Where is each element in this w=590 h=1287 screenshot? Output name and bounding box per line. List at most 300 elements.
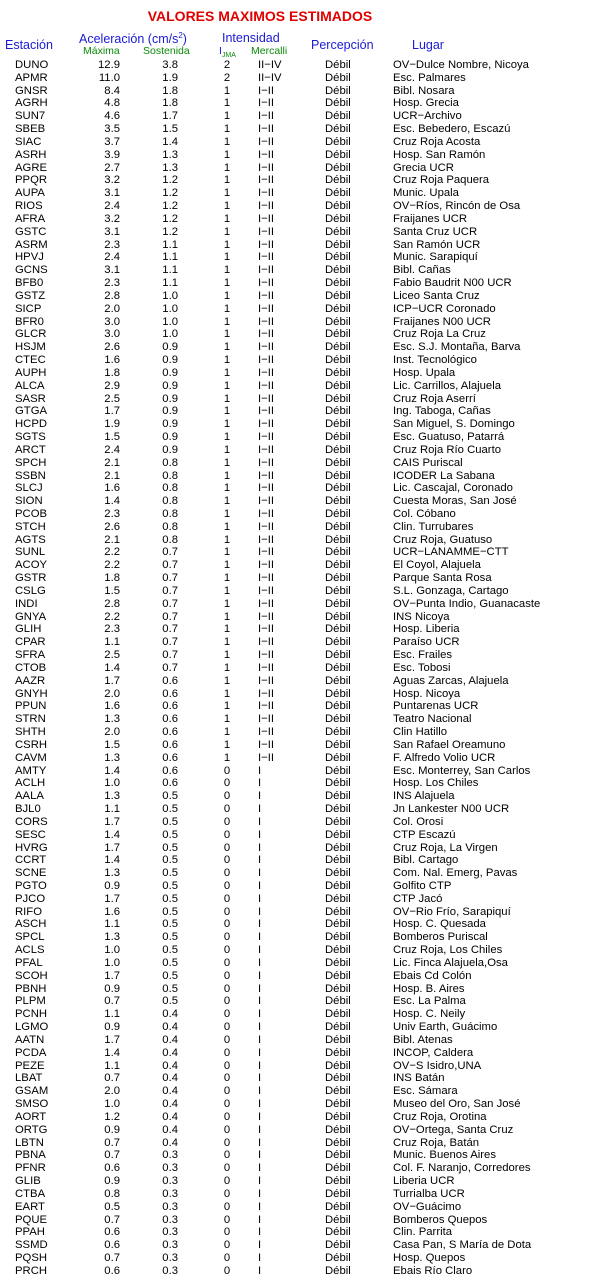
location-cell: S.L. Gonzaga, Cartago xyxy=(393,584,509,597)
acceleration-max-cell: 3.0 xyxy=(104,315,120,328)
acceleration-max-cell: 1.7 xyxy=(104,841,120,854)
location-cell: Cruz Roja, Batán xyxy=(393,1136,480,1149)
intensity-mercalli-cell: I−II xyxy=(258,341,275,354)
location-cell: Cruz Roja, Guatuso xyxy=(393,533,493,546)
acceleration-sustained-cell: 0.3 xyxy=(162,1149,178,1162)
intensity-jma-cell: 1 xyxy=(223,277,231,290)
station-code-cell: AGRH xyxy=(15,97,48,110)
table-row xyxy=(0,739,590,752)
perception-cell: Débil xyxy=(325,174,351,187)
acceleration-sustained-cell: 1.0 xyxy=(162,302,178,315)
station-code-cell: PQUE xyxy=(15,1213,48,1226)
station-code-cell: GSAM xyxy=(15,1085,49,1098)
acceleration-max-cell: 0.7 xyxy=(104,1213,120,1226)
location-cell: Hosp. Grecia xyxy=(393,97,459,110)
table-row xyxy=(0,1149,590,1162)
perception-cell: Débil xyxy=(325,905,351,918)
location-cell: Cruz Roja, Orotina xyxy=(393,1110,487,1123)
acceleration-sustained-cell: 1.1 xyxy=(162,277,178,290)
location-cell: Museo del Oro, San José xyxy=(393,1098,521,1111)
table-row xyxy=(0,174,590,187)
station-code-cell: ASRH xyxy=(15,148,47,161)
intensity-jma-cell: 0 xyxy=(223,1008,231,1021)
acceleration-max-cell: 0.9 xyxy=(104,1123,120,1136)
station-code-cell: HPVJ xyxy=(15,251,44,264)
intensity-jma-cell: 0 xyxy=(223,867,231,880)
header-aceleracion-exponent: 2 xyxy=(178,31,183,40)
location-cell: OV−Guácimo xyxy=(393,1200,462,1213)
intensity-mercalli-cell: I xyxy=(258,892,262,905)
perception-cell: Débil xyxy=(325,392,351,405)
intensity-jma-cell: 1 xyxy=(223,354,231,367)
header-aceleracion xyxy=(79,31,187,46)
acceleration-max-cell: 2.6 xyxy=(104,341,120,354)
location-cell: Hosp. Quepos xyxy=(393,1252,466,1265)
intensity-jma-cell: 1 xyxy=(223,674,231,687)
intensity-jma-cell: 1 xyxy=(223,123,231,136)
location-cell: Esc. Tobosi xyxy=(393,661,451,674)
intensity-jma-cell: 1 xyxy=(223,328,231,341)
intensity-mercalli-cell: I xyxy=(258,1033,262,1046)
perception-cell: Débil xyxy=(325,110,351,123)
intensity-jma-cell: 1 xyxy=(223,392,231,405)
intensity-jma-cell: 1 xyxy=(223,315,231,328)
acceleration-sustained-cell: 0.5 xyxy=(162,854,178,867)
intensity-jma-cell: 1 xyxy=(223,738,231,751)
acceleration-max-cell: 3.5 xyxy=(104,123,120,136)
perception-cell: Débil xyxy=(325,1059,351,1072)
intensity-mercalli-cell: I xyxy=(258,1085,262,1098)
acceleration-sustained-cell: 0.4 xyxy=(162,1059,178,1072)
acceleration-sustained-cell: 0.5 xyxy=(162,905,178,918)
acceleration-sustained-cell: 0.4 xyxy=(162,1033,178,1046)
acceleration-sustained-cell: 3.8 xyxy=(162,59,178,71)
table-row xyxy=(0,983,590,996)
acceleration-sustained-cell: 1.1 xyxy=(162,251,178,264)
perception-cell: Débil xyxy=(325,1187,351,1200)
intensity-mercalli-cell: I xyxy=(258,1264,262,1277)
station-code-cell: PCNH xyxy=(15,1008,48,1021)
station-code-cell: PFAL xyxy=(15,956,43,969)
intensity-mercalli-cell: I−II xyxy=(258,418,275,431)
location-cell: Com. Nal. Emerg, Pavas xyxy=(393,867,518,880)
intensity-jma-cell: 1 xyxy=(223,289,231,302)
intensity-jma-cell: 1 xyxy=(223,546,231,559)
intensity-jma-cell: 1 xyxy=(223,713,231,726)
station-code-cell: ACLS xyxy=(15,944,45,957)
acceleration-sustained-cell: 0.8 xyxy=(162,495,178,508)
intensity-jma-cell: 0 xyxy=(223,854,231,867)
intensity-mercalli-cell: I−II xyxy=(258,354,275,367)
perception-cell: Débil xyxy=(325,366,351,379)
location-cell: Liceo Santa Cruz xyxy=(393,289,480,302)
intensity-mercalli-cell: I−II xyxy=(258,713,275,726)
intensity-jma-cell: 1 xyxy=(223,751,231,764)
intensity-mercalli-cell: I xyxy=(258,1008,262,1021)
intensity-jma-cell: 1 xyxy=(223,559,231,572)
intensity-mercalli-cell: I−II xyxy=(258,623,275,636)
perception-cell: Débil xyxy=(325,610,351,623)
intensity-jma-cell: 0 xyxy=(223,982,231,995)
acceleration-max-cell: 1.0 xyxy=(104,777,120,790)
intensity-mercalli-cell: I−II xyxy=(258,584,275,597)
intensity-mercalli-cell: I−II xyxy=(258,302,275,315)
intensity-jma-cell: 1 xyxy=(223,431,231,444)
location-cell: INCOP, Caldera xyxy=(393,1046,474,1059)
table-row xyxy=(0,803,590,816)
acceleration-max-cell: 3.0 xyxy=(104,328,120,341)
perception-cell: Débil xyxy=(325,1136,351,1149)
acceleration-max-cell: 2.4 xyxy=(104,443,120,456)
header-ijma xyxy=(219,45,236,57)
acceleration-max-cell: 2.4 xyxy=(104,200,120,213)
location-cell: Paraíso UCR xyxy=(393,636,460,649)
location-cell: Bibl. Cañas xyxy=(393,264,451,277)
intensity-jma-cell: 0 xyxy=(223,1252,231,1265)
perception-cell: Débil xyxy=(325,418,351,431)
acceleration-sustained-cell: 1.8 xyxy=(162,84,178,97)
perception-cell: Débil xyxy=(325,302,351,315)
acceleration-max-cell: 0.9 xyxy=(104,982,120,995)
acceleration-sustained-cell: 0.7 xyxy=(162,546,178,559)
intensity-jma-cell: 1 xyxy=(223,212,231,225)
intensity-jma-cell: 1 xyxy=(223,341,231,354)
station-code-cell: SLCJ xyxy=(15,482,43,495)
acceleration-max-cell: 3.1 xyxy=(104,187,120,200)
intensity-jma-cell: 0 xyxy=(223,931,231,944)
intensity-mercalli-cell: I−II xyxy=(258,212,275,225)
location-cell: Teatro Nacional xyxy=(393,713,472,726)
acceleration-max-cell: 2.9 xyxy=(104,379,120,392)
perception-cell: Débil xyxy=(325,1239,351,1252)
intensity-jma-cell: 0 xyxy=(223,1110,231,1123)
table-row xyxy=(0,623,590,636)
location-cell: Fabio Baudrit N00 UCR xyxy=(393,277,512,290)
location-cell: OV−Dulce Nombre, Nicoya xyxy=(393,59,529,71)
table-row xyxy=(0,149,590,162)
location-cell: Lic. Cascajal, Coronado xyxy=(393,482,513,495)
acceleration-sustained-cell: 1.3 xyxy=(162,161,178,174)
perception-cell: Débil xyxy=(325,354,351,367)
station-code-cell: BJL0 xyxy=(15,803,41,816)
table-row xyxy=(0,675,590,688)
intensity-mercalli-cell: I−II xyxy=(258,328,275,341)
intensity-jma-cell: 1 xyxy=(223,225,231,238)
intensity-mercalli-cell: I xyxy=(258,803,262,816)
intensity-jma-cell: 1 xyxy=(223,238,231,251)
table-row xyxy=(0,264,590,277)
perception-cell: Débil xyxy=(325,918,351,931)
table-row xyxy=(0,957,590,970)
location-cell: Esc. Monterrey, San Carlos xyxy=(393,764,531,777)
acceleration-max-cell: 0.7 xyxy=(104,995,120,1008)
location-cell: Cuesta Moras, San José xyxy=(393,495,517,508)
perception-cell: Débil xyxy=(325,482,351,495)
intensity-mercalli-cell: I xyxy=(258,1213,262,1226)
intensity-jma-cell: 1 xyxy=(223,726,231,739)
table-row xyxy=(0,816,590,829)
acceleration-max-cell: 4.8 xyxy=(104,97,120,110)
acceleration-sustained-cell: 1.4 xyxy=(162,135,178,148)
perception-cell: Débil xyxy=(325,777,351,790)
acceleration-sustained-cell: 1.1 xyxy=(162,238,178,251)
station-code-cell: RIFO xyxy=(15,905,42,918)
intensity-jma-cell: 1 xyxy=(223,110,231,123)
location-cell: San Ramón UCR xyxy=(393,238,481,251)
acceleration-max-cell: 2.1 xyxy=(104,469,120,482)
intensity-jma-cell: 0 xyxy=(223,790,231,803)
perception-cell: Débil xyxy=(325,1226,351,1239)
perception-cell: Débil xyxy=(325,559,351,572)
location-cell: UCR−Archivo xyxy=(393,110,462,123)
perception-cell: Débil xyxy=(325,59,351,71)
station-code-cell: PJCO xyxy=(15,892,46,905)
table-row xyxy=(0,1188,590,1201)
intensity-jma-cell: 1 xyxy=(223,533,231,546)
location-cell: Lic. Carrillos, Alajuela xyxy=(393,379,501,392)
acceleration-max-cell: 2.2 xyxy=(104,559,120,572)
acceleration-sustained-cell: 0.4 xyxy=(162,1110,178,1123)
perception-cell: Débil xyxy=(325,867,351,880)
perception-cell: Débil xyxy=(325,1252,351,1265)
acceleration-sustained-cell: 1.9 xyxy=(162,71,178,84)
perception-cell: Débil xyxy=(325,1098,351,1111)
station-code-cell: APMR xyxy=(15,71,48,84)
location-cell: Ebais Cd Colón xyxy=(393,969,472,982)
location-cell: Bomberos Puriscal xyxy=(393,931,488,944)
table-row xyxy=(0,405,590,418)
location-cell: Cruz Roja Paquera xyxy=(393,174,490,187)
acceleration-sustained-cell: 0.8 xyxy=(162,520,178,533)
perception-cell: Débil xyxy=(325,636,351,649)
location-cell: Col. Orosi xyxy=(393,815,444,828)
intensity-mercalli-cell: I−II xyxy=(258,443,275,456)
intensity-mercalli-cell: I−II xyxy=(258,405,275,418)
acceleration-sustained-cell: 1.0 xyxy=(162,328,178,341)
perception-cell: Débil xyxy=(325,1085,351,1098)
acceleration-sustained-cell: 0.5 xyxy=(162,995,178,1008)
intensity-mercalli-cell: I xyxy=(258,841,262,854)
header-estacion: Estación xyxy=(5,38,53,52)
intensity-jma-cell: 0 xyxy=(223,880,231,892)
acceleration-sustained-cell: 1.5 xyxy=(162,123,178,136)
intensity-jma-cell: 1 xyxy=(223,84,231,97)
station-code-cell: CCRT xyxy=(15,854,47,867)
table-row xyxy=(0,546,590,559)
intensity-jma-cell: 0 xyxy=(223,1021,231,1034)
location-cell: Santa Cruz UCR xyxy=(393,225,478,238)
intensity-jma-cell: 2 xyxy=(223,59,231,71)
intensity-jma-cell: 1 xyxy=(223,148,231,161)
table-row xyxy=(0,508,590,521)
acceleration-sustained-cell: 0.5 xyxy=(162,956,178,969)
intensity-mercalli-cell: II−IV xyxy=(258,71,282,84)
perception-cell: Débil xyxy=(325,1008,351,1021)
intensity-mercalli-cell: I xyxy=(258,1162,262,1175)
acceleration-sustained-cell: 0.4 xyxy=(162,1098,178,1111)
perception-cell: Débil xyxy=(325,982,351,995)
station-code-cell: AAZR xyxy=(15,674,46,687)
station-code-cell: PGTO xyxy=(15,880,47,892)
acceleration-sustained-cell: 0.4 xyxy=(162,1136,178,1149)
location-cell: Cruz Roja Río Cuarto xyxy=(393,443,501,456)
location-cell: Esc. La Palma xyxy=(393,995,466,1008)
location-cell: Hosp. Nicoya xyxy=(393,687,461,700)
station-code-cell: SCOH xyxy=(15,969,48,982)
acceleration-max-cell: 2.8 xyxy=(104,289,120,302)
acceleration-sustained-cell: 0.6 xyxy=(162,687,178,700)
intensity-jma-cell: 0 xyxy=(223,1226,231,1239)
perception-cell: Débil xyxy=(325,71,351,84)
intensity-mercalli-cell: I xyxy=(258,828,262,841)
intensity-mercalli-cell: I xyxy=(258,1110,262,1123)
perception-cell: Débil xyxy=(325,84,351,97)
table-row xyxy=(0,752,590,765)
intensity-jma-cell: 1 xyxy=(223,687,231,700)
table-row xyxy=(0,418,590,431)
acceleration-max-cell: 1.3 xyxy=(104,790,120,803)
intensity-jma-cell: 1 xyxy=(223,572,231,585)
perception-cell: Débil xyxy=(325,238,351,251)
acceleration-sustained-cell: 0.4 xyxy=(162,1046,178,1059)
station-code-cell: PEZE xyxy=(15,1059,45,1072)
intensity-mercalli-cell: I xyxy=(258,982,262,995)
intensity-jma-cell: 1 xyxy=(223,302,231,315)
location-cell: Puntarenas UCR xyxy=(393,700,479,713)
intensity-mercalli-cell: I xyxy=(258,854,262,867)
acceleration-max-cell: 3.2 xyxy=(104,174,120,187)
intensity-mercalli-cell: I xyxy=(258,1046,262,1059)
acceleration-sustained-cell: 0.7 xyxy=(162,661,178,674)
acceleration-max-cell: 1.3 xyxy=(104,713,120,726)
perception-cell: Débil xyxy=(325,456,351,469)
intensity-mercalli-cell: I−II xyxy=(258,366,275,379)
acceleration-max-cell: 3.2 xyxy=(104,212,120,225)
intensity-jma-cell: 1 xyxy=(223,161,231,174)
acceleration-max-cell: 1.7 xyxy=(104,405,120,418)
location-cell: Bibl. Atenas xyxy=(393,1033,453,1046)
acceleration-max-cell: 0.7 xyxy=(104,1136,120,1149)
table-row xyxy=(0,829,590,842)
acceleration-sustained-cell: 0.5 xyxy=(162,944,178,957)
table-row xyxy=(0,162,590,175)
acceleration-sustained-cell: 1.3 xyxy=(162,148,178,161)
table-row xyxy=(0,842,590,855)
station-code-cell: GSTZ xyxy=(15,289,46,302)
table-row xyxy=(0,457,590,470)
station-code-cell: SSBN xyxy=(15,469,46,482)
acceleration-sustained-cell: 0.3 xyxy=(162,1239,178,1252)
station-code-cell: CTEC xyxy=(15,354,46,367)
intensity-mercalli-cell: I xyxy=(258,905,262,918)
acceleration-max-cell: 2.5 xyxy=(104,649,120,662)
table-row xyxy=(0,1239,590,1252)
intensity-jma-cell: 0 xyxy=(223,1187,231,1200)
intensity-mercalli-cell: I−II xyxy=(258,738,275,751)
intensity-mercalli-cell: I−II xyxy=(258,123,275,136)
intensity-jma-cell: 0 xyxy=(223,944,231,957)
station-code-cell: SBEB xyxy=(15,123,46,136)
header-intensidad: Intensidad xyxy=(222,31,280,45)
intensity-jma-cell: 0 xyxy=(223,1059,231,1072)
intensity-jma-cell: 1 xyxy=(223,443,231,456)
table-row xyxy=(0,110,590,123)
location-cell: OV−Ríos, Rincón de Osa xyxy=(393,200,521,213)
perception-cell: Débil xyxy=(325,495,351,508)
location-cell: Cruz Roja Acosta xyxy=(393,135,481,148)
intensity-mercalli-cell: I−II xyxy=(258,289,275,302)
intensity-mercalli-cell: I−II xyxy=(258,507,275,520)
intensity-jma-cell: 0 xyxy=(223,969,231,982)
intensity-mercalli-cell: I xyxy=(258,1149,262,1162)
perception-cell: Débil xyxy=(325,841,351,854)
table-row xyxy=(0,393,590,406)
location-cell: Parque Santa Rosa xyxy=(393,572,492,585)
acceleration-max-cell: 1.4 xyxy=(104,495,120,508)
intensity-jma-cell: 0 xyxy=(223,764,231,777)
location-cell: Cruz Roja, La Virgen xyxy=(393,841,498,854)
location-cell: Bomberos Quepos xyxy=(393,1213,488,1226)
perception-cell: Débil xyxy=(325,148,351,161)
table-row xyxy=(0,277,590,290)
intensity-jma-cell: 0 xyxy=(223,892,231,905)
acceleration-sustained-cell: 1.2 xyxy=(162,174,178,187)
acceleration-sustained-cell: 0.7 xyxy=(162,559,178,572)
location-cell: Esc. Frailes xyxy=(393,649,453,662)
table-row xyxy=(0,688,590,701)
intensity-jma-cell: 1 xyxy=(223,174,231,187)
acceleration-sustained-cell: 0.5 xyxy=(162,803,178,816)
acceleration-sustained-cell: 0.6 xyxy=(162,700,178,713)
acceleration-max-cell: 2.0 xyxy=(104,687,120,700)
intensity-jma-cell: 0 xyxy=(223,1239,231,1252)
location-cell: Fraijanes N00 UCR xyxy=(393,315,491,328)
intensity-mercalli-cell: I−II xyxy=(258,238,275,251)
station-code-cell: SIAC xyxy=(15,135,42,148)
acceleration-max-cell: 0.7 xyxy=(104,1149,120,1162)
location-cell: Esc. S.J. Montaña, Barva xyxy=(393,341,521,354)
location-cell: Clin Hatillo xyxy=(393,726,447,739)
intensity-mercalli-cell: I−II xyxy=(258,546,275,559)
station-code-cell: CPAR xyxy=(15,636,46,649)
acceleration-max-cell: 2.3 xyxy=(104,238,120,251)
acceleration-max-cell: 2.1 xyxy=(104,533,120,546)
acceleration-max-cell: 2.3 xyxy=(104,623,120,636)
perception-cell: Débil xyxy=(325,1149,351,1162)
table-row xyxy=(0,239,590,252)
station-code-cell: STRN xyxy=(15,713,46,726)
station-code-cell: SFRA xyxy=(15,649,46,662)
perception-cell: Débil xyxy=(325,995,351,1008)
intensity-jma-cell: 1 xyxy=(223,264,231,277)
location-cell: Col. F. Naranjo, Corredores xyxy=(393,1162,531,1175)
perception-cell: Débil xyxy=(325,1175,351,1188)
acceleration-max-cell: 1.5 xyxy=(104,738,120,751)
table-row xyxy=(0,598,590,611)
intensity-jma-cell: 1 xyxy=(223,584,231,597)
intensity-jma-cell: 0 xyxy=(223,815,231,828)
acceleration-max-cell: 1.6 xyxy=(104,700,120,713)
intensity-mercalli-cell: I−II xyxy=(258,392,275,405)
intensity-jma-cell: 0 xyxy=(223,1046,231,1059)
station-code-cell: GSTR xyxy=(15,572,47,585)
acceleration-max-cell: 2.6 xyxy=(104,520,120,533)
station-code-cell: PFNR xyxy=(15,1162,46,1175)
acceleration-max-cell: 1.3 xyxy=(104,931,120,944)
location-cell: INS Batán xyxy=(393,1072,445,1085)
table-row xyxy=(0,341,590,354)
perception-cell: Débil xyxy=(325,623,351,636)
